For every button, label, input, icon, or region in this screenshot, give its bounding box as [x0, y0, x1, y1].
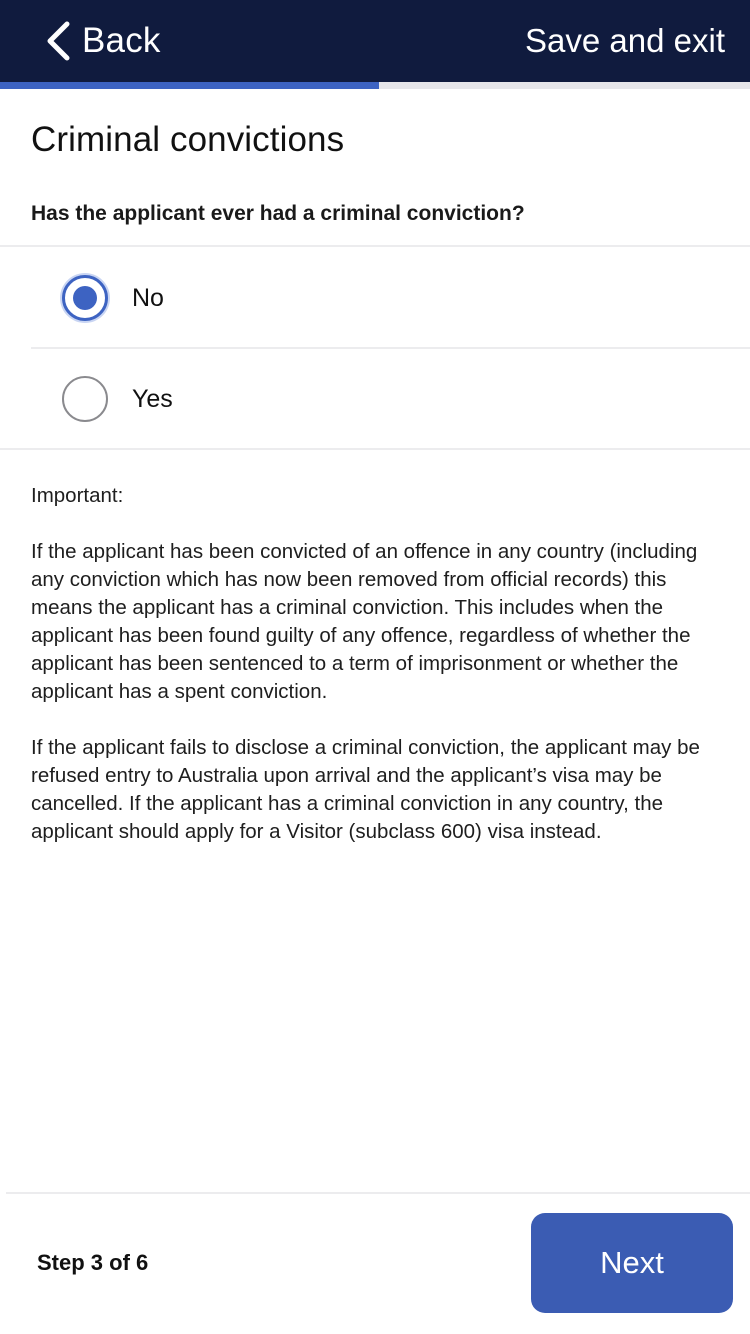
save-and-exit-button[interactable]: Save and exit [525, 22, 725, 59]
option-no-label: No [132, 283, 164, 312]
footer-divider [6, 1192, 750, 1194]
option-yes[interactable] [0, 349, 750, 449]
question-text: Has the applicant ever had a criminal conviction? [31, 202, 525, 225]
page-title: Criminal convictions [31, 120, 345, 159]
important-info [31, 482, 721, 874]
progress-bar-fill [0, 82, 379, 89]
back-button[interactable] [38, 0, 161, 82]
back-label: Back [82, 21, 161, 60]
step-indicator: Step 3 of 6 [37, 1250, 149, 1275]
info-paragraph: If the applicant fails to disclose a criminal conviction, the applicant may be refused entry to Australia upon arrival and the applicant’s visa may be cancelled. If the applicant has a criminal conviction in any country, the applicant should apply for a Visitor (subclass 600) visa instead. [31, 736, 700, 843]
radio-unselected-icon[interactable] [62, 376, 108, 422]
chevron-left-icon [38, 21, 78, 61]
next-button[interactable]: Next [531, 1213, 733, 1313]
progress-bar [0, 82, 750, 89]
divider [0, 245, 750, 247]
radio-selected-icon[interactable] [62, 275, 108, 321]
divider [0, 448, 750, 450]
radio-dot [73, 286, 97, 310]
important-heading: Important: [31, 484, 124, 507]
info-paragraph: If the applicant has been convicted of an offence in any country (including any conviction which has now been removed from official records) this means the applicant has a criminal conviction. This includes when the applicant has been found guilty of any offence, regardless of whether the applicant has been sentenced to a term of imprisonment or whether the applicant has a spent conviction. [31, 540, 698, 703]
top-navigation-bar [0, 0, 750, 82]
option-yes-label: Yes [132, 384, 173, 413]
option-no[interactable] [0, 248, 750, 348]
